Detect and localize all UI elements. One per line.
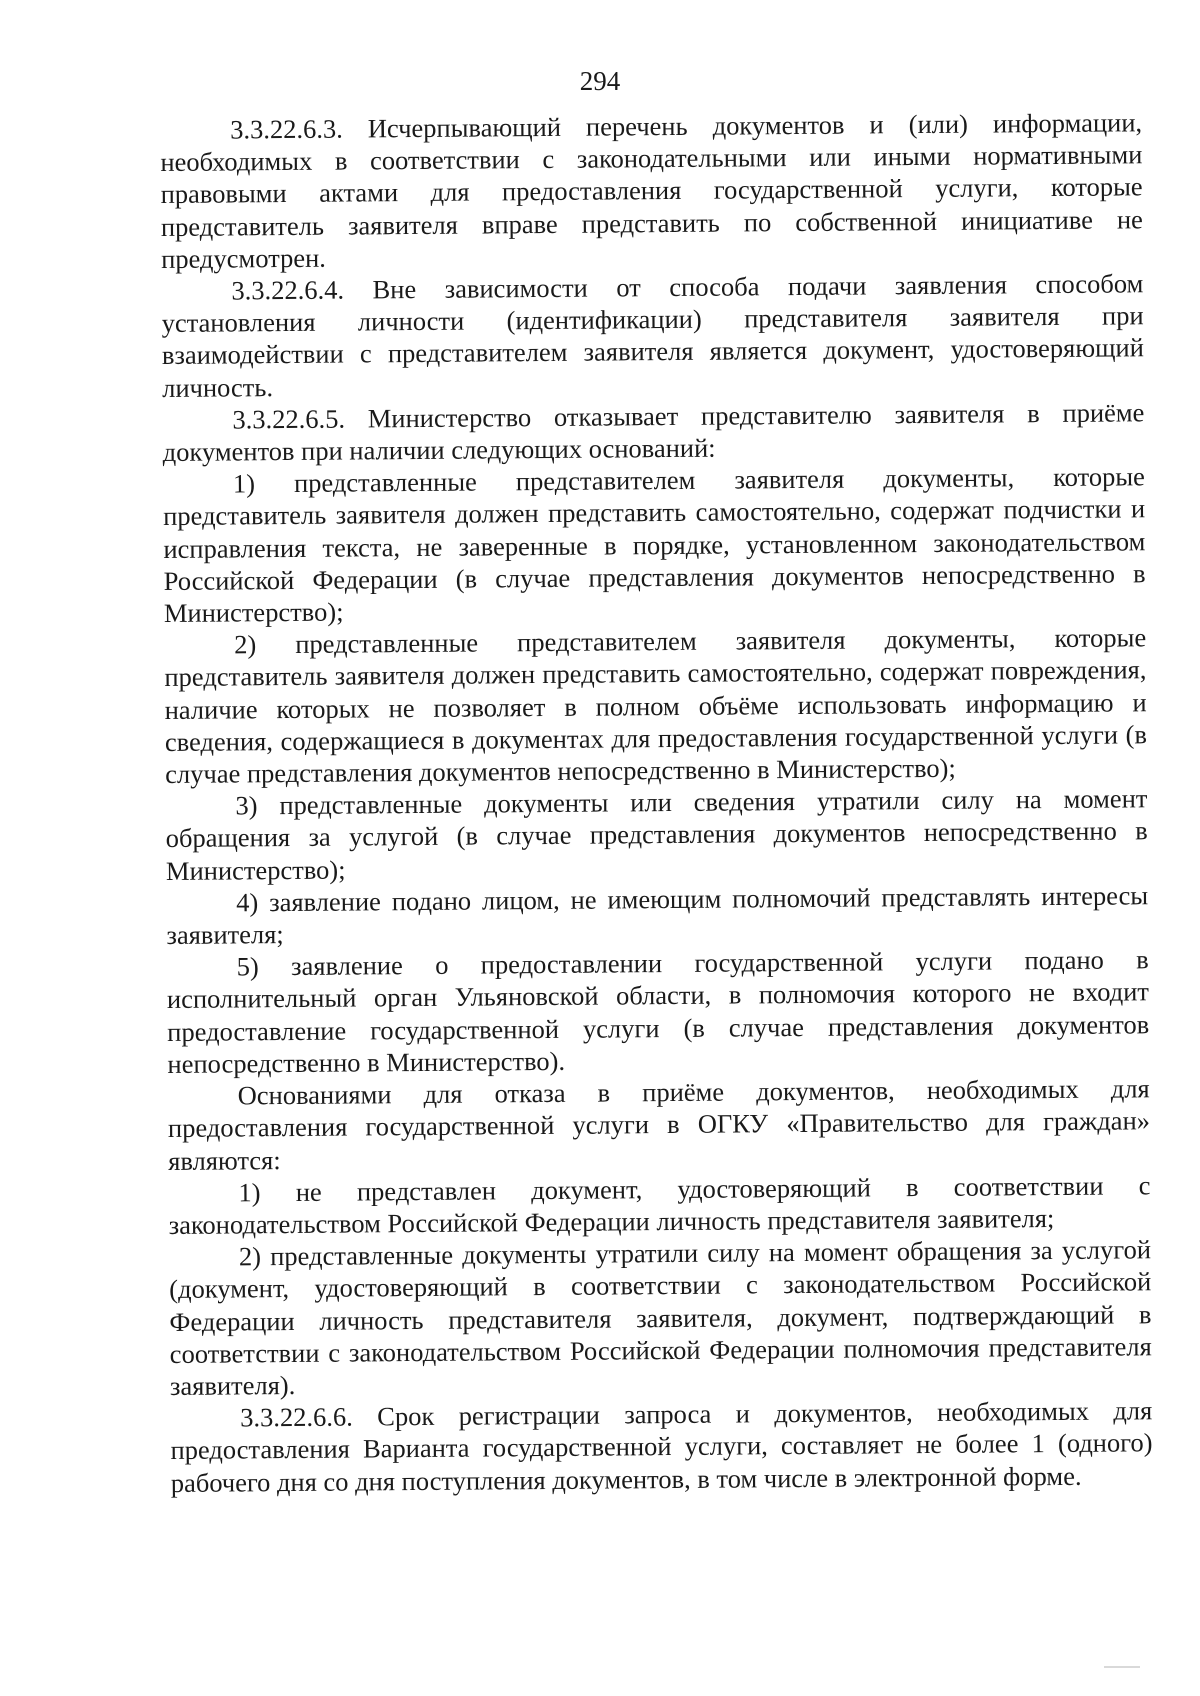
- paragraph-ogku-grounds: Основаниями для отказа в приёме документов, необходимых для предоставления государственной услуги в ОГКУ «Правительство для граждан» являются:: [167, 1073, 1151, 1176]
- list-item-ogku-ground-2: 2) представленные документы утратили силу на момент обращения за услугой (документ, удостоверяющий в соответствии с законодательством Российской Федерации личность представителя заявителя, документ, подтверждающий в соответствии с законодательством Российской Федерации полномочия представителя заявителя).: [169, 1234, 1152, 1401]
- document-body: [160, 106, 1153, 1498]
- list-item-ogku-ground-1: 1) не представлен документ, удостоверяющий в соответствии с законодательством Российской Федерации личность представителя заявителя;: [168, 1169, 1151, 1240]
- paragraph-3-3-22-6-5: 3.3.22.6.5. Министерство отказывает представителю заявителя в приёме документов при наличии следующих оснований:: [162, 397, 1145, 468]
- list-item-refusal-ground-3: 3) представленные документы или сведения утратили силу на момент обращения за услугой (в случае представления документов непосредственно в Министерство);: [165, 783, 1148, 886]
- paragraph-3-3-22-6-4: 3.3.22.6.4. Вне зависимости от способа подачи заявления способом установления личности (идентификации) представителя заявителя при взаимодействии с представителем заявителя является документ, удостоверяющий личность.: [161, 268, 1144, 403]
- paragraph-3-3-22-6-6: 3.3.22.6.6. Срок регистрации запроса и документов, необходимых для предоставления Варианта государственной услуги, составляет не более 1 (одного) рабочего дня со дня поступления документов, в том числе в электронной форме.: [170, 1395, 1153, 1498]
- list-item-refusal-ground-4: 4) заявление подано лицом, не имеющим полномочий представлять интересы заявителя;: [166, 880, 1149, 951]
- list-item-refusal-ground-1: 1) представленные представителем заявителя документы, которые представитель заявителя должен представить самостоятельно, содержат подчистки и исправления текста, не заверенные в порядке, установленном законодательством Российской Федерации (в случае представления документов непосредственно в Министерство);: [163, 461, 1146, 629]
- list-item-refusal-ground-5: 5) заявление о предоставлении государственной услуги подано в исполнительный орган Ульяновской области, в полномочия которого не входит предоставление государственной услуги (в случае представления документов непосредственно в Министерство).: [166, 944, 1150, 1079]
- page-number: 294: [579, 66, 621, 96]
- scan-artifact: [1104, 1666, 1140, 1668]
- list-item-refusal-ground-2: 2) представленные представителем заявителя документы, которые представитель заявителя должен представить самостоятельно, содержат повреждения, наличие которых не позволяет в полном объёме использовать информацию и сведения, содержащиеся в документах для предоставления государственной услуги (в случае представления документов непосредственно в Министерство);: [164, 622, 1148, 790]
- paragraph-3-3-22-6-3: 3.3.22.6.3. Исчерпывающий перечень документов и (или) информации, необходимых в соответствии с законодательными или иными нормативными правовыми актами для предоставления государственной услуги, которые представитель заявителя вправе представить по собственной инициативе не предусмотрен.: [160, 107, 1143, 274]
